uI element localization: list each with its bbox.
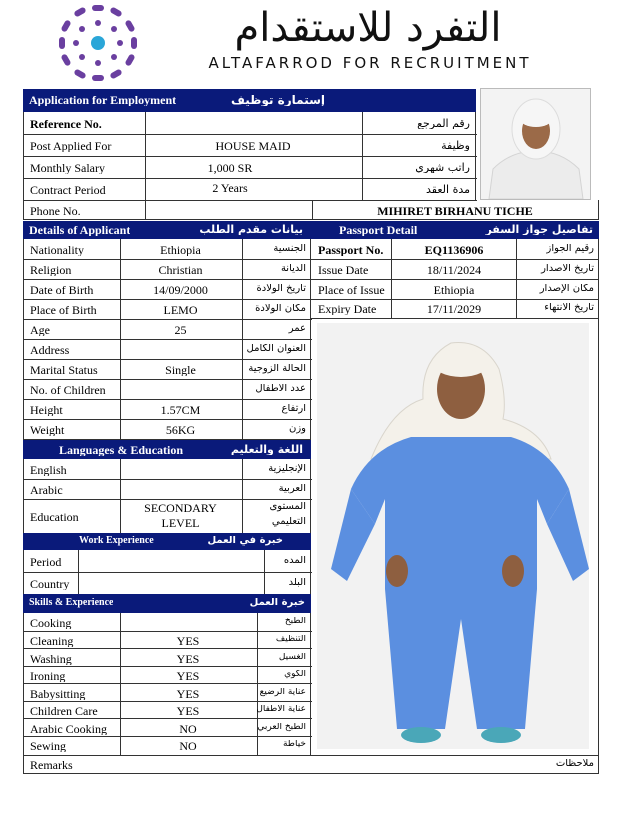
place-of-issue-label: Place of Issue <box>318 284 385 296</box>
post-applied-label: Post Applied For <box>30 140 112 152</box>
company-logo <box>52 3 144 83</box>
washing-label-ar: الغسيل <box>278 653 306 662</box>
monthly-salary-label-ar: راتب شهري <box>415 162 470 173</box>
passport-no-label: Passport No. <box>318 244 384 256</box>
expiry-date-value: 17/11/2029 <box>426 303 482 315</box>
work-title-ar: خبرة في العمل <box>207 536 283 546</box>
skills-title-en: Skills & Experience <box>29 598 114 608</box>
passport-no-value: EQ1136906 <box>424 244 484 256</box>
age-label: Age <box>30 324 50 336</box>
monthly-salary-label: Monthly Salary <box>30 162 105 174</box>
remarks-label: Remarks <box>30 759 73 771</box>
marital-status-label: Marital Status <box>30 364 98 376</box>
applicant-title-en: Details of Applicant <box>29 224 131 236</box>
children-care-value: YES <box>176 705 200 717</box>
education-label-ar-1: المستوى <box>269 502 306 512</box>
age-value: 25 <box>174 324 187 336</box>
applicant-header <box>23 221 311 239</box>
cooking-label-ar: الطبخ <box>284 617 306 626</box>
english-label-ar: الإنجليزية <box>268 464 306 474</box>
arabic-label-ar: العربية <box>278 484 306 494</box>
education-label: Education <box>30 511 79 523</box>
religion-label: Religion <box>30 264 72 276</box>
pob-value: LEMO <box>163 304 198 316</box>
phone-label: Phone No. <box>30 205 81 217</box>
marital-status-value: Single <box>165 364 196 376</box>
babysitting-value: YES <box>176 688 200 700</box>
country-label: Country <box>30 578 70 590</box>
dob-label-ar: تاريخ الولادة <box>256 284 306 294</box>
children-label: No. of Children <box>30 384 106 396</box>
period-label: Period <box>30 556 62 568</box>
skills-header <box>23 594 311 613</box>
work-header <box>23 533 311 550</box>
arabic-label: Arabic <box>30 484 63 496</box>
applicant-name: MIHIRET BIRHANU TICHE <box>377 205 533 217</box>
applicant-title-ar: بيانات مقدم الطلب <box>199 224 303 235</box>
expiry-date-label: Expiry Date <box>318 303 377 315</box>
marital-status-label-ar: الحالة الزوجية <box>248 364 306 374</box>
religion-label-ar: الديانة <box>280 264 306 274</box>
education-value-line2: LEVEL <box>161 517 200 529</box>
ironing-label: Ironing <box>30 670 66 682</box>
issue-date-label-ar: تاريخ الاصدار <box>541 264 594 274</box>
passport-header <box>311 221 599 239</box>
monthly-salary-value: 1,000 SR <box>207 162 253 174</box>
remarks-label-ar: ملاحظات <box>555 759 594 769</box>
issue-date-value: 18/11/2024 <box>426 264 482 276</box>
sewing-value: NO <box>179 740 197 752</box>
application-title-en: Application for Employment <box>29 94 177 106</box>
skills-title-ar: خبرة العمل <box>249 598 305 608</box>
cooking-label: Cooking <box>30 617 72 629</box>
applicant-photo-small <box>480 88 591 200</box>
company-name-english: ALTAFARROD FOR RECRUITMENT <box>208 54 532 72</box>
height-label: Height <box>30 404 63 416</box>
children-label-ar: عدد الاطفال <box>255 384 306 394</box>
arabic-cooking-value: NO <box>179 723 197 735</box>
passport-title-en: Passport Detail <box>339 224 418 236</box>
reference-label: Reference No. <box>30 118 102 130</box>
arabic-cooking-label-ar: الطبخ العربي <box>257 723 306 732</box>
cleaning-value: YES <box>176 635 200 647</box>
languages-title-ar: اللغة والتعليم <box>230 444 303 455</box>
ironing-value: YES <box>176 670 200 682</box>
nationality-value: Ethiopia <box>160 244 201 256</box>
applicant-photo-full <box>311 319 599 755</box>
contract-period-label: Contract Period <box>30 184 106 196</box>
address-label-ar: العنوان الكامل <box>246 344 306 354</box>
babysitting-label: Babysitting <box>30 688 86 700</box>
post-applied-value: HOUSE MAID <box>215 140 291 152</box>
sewing-label-ar: خياطة <box>282 740 306 749</box>
country-label-ar: البلد <box>288 578 306 588</box>
passport-title-ar: تفاصيل جواز السفر <box>485 224 593 235</box>
cleaning-label-ar: التنظيف <box>275 635 306 644</box>
children-care-label-ar: عناية الأطفال <box>256 705 306 714</box>
languages-title-en: Languages & Education <box>59 444 184 456</box>
ironing-label-ar: الكوي <box>284 670 306 679</box>
age-label-ar: عمر <box>288 324 306 334</box>
washing-label: Washing <box>30 653 72 665</box>
cleaning-label: Cleaning <box>30 635 74 647</box>
application-title-ar: إستمارة توظيف <box>230 94 326 106</box>
dob-value: 14/09/2000 <box>153 284 208 296</box>
dob-label: Date of Birth <box>30 284 94 296</box>
weight-label-ar: وزن <box>288 424 306 434</box>
place-of-issue-label-ar: مكان الإصدار <box>539 284 594 294</box>
height-label-ar: ارتفاع <box>281 404 306 414</box>
place-of-issue-value: Ethiopia <box>433 284 475 296</box>
application-header <box>23 89 476 112</box>
sewing-label: Sewing <box>30 740 66 752</box>
work-title-en: Work Experience <box>79 536 154 546</box>
nationality-label-ar: الجنسية <box>273 244 306 254</box>
children-care-label: Children Care <box>30 705 98 717</box>
address-label: Address <box>30 344 70 356</box>
english-label: English <box>30 464 67 476</box>
expiry-date-label-ar: تاريخ الانتهاء <box>544 303 594 313</box>
pob-label-ar: مكان الولادة <box>255 304 306 314</box>
contract-period-label-ar: مدة العقد <box>426 184 470 195</box>
weight-value: 56KG <box>165 424 196 436</box>
arabic-cooking-label: Arabic Cooking <box>30 723 107 735</box>
languages-header <box>23 440 311 459</box>
education-label-ar-2: التعليمي <box>271 517 306 527</box>
washing-value: YES <box>176 653 200 665</box>
passport-no-label-ar: رقيم الجواز <box>546 244 594 254</box>
education-value-line1: SECONDARY <box>144 502 217 514</box>
company-name-arabic: التفرد للاستقدام <box>234 5 502 51</box>
babysitting-label-ar: عناية الرضيع <box>259 688 306 697</box>
dotted-circle-logo-icon <box>52 3 144 83</box>
contract-period-value: 2 Years <box>212 182 248 194</box>
pob-label: Place of Birth <box>30 304 97 316</box>
nationality-label: Nationality <box>30 244 84 256</box>
religion-value: Christian <box>158 264 203 276</box>
post-applied-label-ar: وظيفة <box>441 140 470 151</box>
height-value: 1.57CM <box>160 404 201 416</box>
issue-date-label: Issue Date <box>318 264 369 276</box>
weight-label: Weight <box>30 424 65 436</box>
period-label-ar: المده <box>283 556 306 566</box>
reference-label-ar: رقم المرجع <box>417 118 470 129</box>
